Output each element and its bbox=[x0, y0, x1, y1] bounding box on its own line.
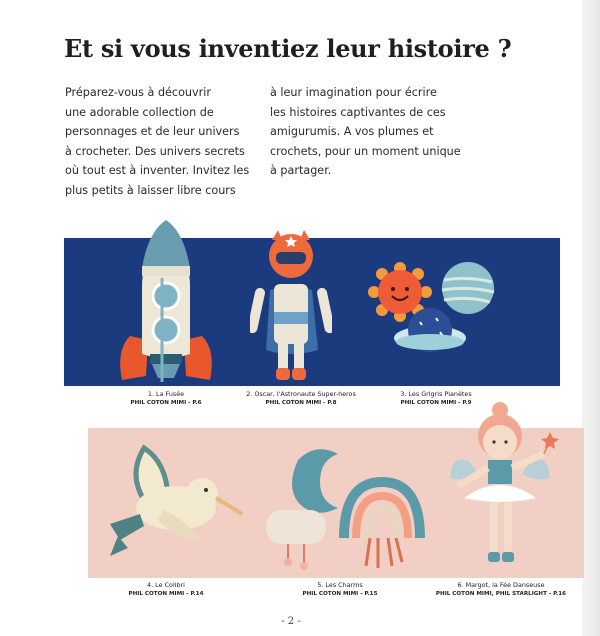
charms-amigurumi-photo bbox=[258, 442, 426, 570]
intro-line: crochets, pour un moment unique bbox=[270, 144, 461, 158]
intro-line: à leur imagination pour écrire bbox=[270, 86, 437, 99]
caption-oscar bbox=[226, 390, 376, 407]
caption-title: 3. Les Grigris Planètes bbox=[400, 390, 472, 398]
caption-planetes bbox=[376, 390, 496, 407]
caption-margot bbox=[420, 581, 582, 598]
intro-line: Préparez-vous à découvrir bbox=[65, 86, 211, 99]
intro-line: personnages et de leur univers bbox=[65, 125, 240, 139]
caption-subtitle: PHIL COTON MIMI - P.15 bbox=[302, 590, 378, 597]
caption-title: 6. Margot, la Fée Danseuse bbox=[457, 581, 545, 589]
intro-line: les histoires captivantes de ces bbox=[270, 105, 446, 119]
caption-title: 4. Le Colibri bbox=[147, 581, 185, 589]
caption-subtitle: PHIL COTON MIMI - P.8 bbox=[265, 399, 337, 406]
intro-line: amigurumis. A vos plumes et bbox=[270, 125, 434, 139]
caption-title: 2. Oscar, l'Astronaute Super-heros bbox=[246, 390, 356, 398]
intro-line: où tout est à inventer. Invitez les bbox=[65, 164, 250, 178]
caption-subtitle: PHIL COTON MIMI - P.9 bbox=[400, 399, 472, 406]
intro-line: plus petits à laisser libre cours bbox=[65, 183, 236, 197]
caption-title: 5. Les Charms bbox=[317, 581, 363, 589]
caption-title: 1. La Fusée bbox=[147, 390, 185, 398]
intro-line: une adorable collection de bbox=[65, 105, 214, 119]
caption-subtitle: PHIL COTON MIMI - P.14 bbox=[128, 590, 204, 597]
fairy-amigurumi-photo bbox=[444, 402, 566, 574]
page-heading: Et si vous inventiez leur histoire ? bbox=[64, 34, 512, 63]
caption-fusee bbox=[106, 390, 226, 407]
caption-colibri bbox=[106, 581, 226, 598]
rocket-amigurumi-photo bbox=[112, 216, 220, 384]
caption-subtitle: PHIL COTON MIMI - P.6 bbox=[130, 399, 202, 406]
intro-line: à partager. bbox=[270, 164, 332, 178]
caption-subtitle: PHIL COTON MIMI, PHIL STARLIGHT - P.16 bbox=[435, 590, 567, 597]
intro-line: à crocheter. Des univers secrets bbox=[65, 144, 245, 158]
page-edge-shadow bbox=[582, 0, 600, 636]
hummingbird-amigurumi-photo bbox=[104, 444, 244, 562]
planets-amigurumi-photo bbox=[366, 258, 502, 358]
astronaut-amigurumi-photo bbox=[250, 226, 332, 386]
intro-column-1 bbox=[65, 83, 255, 201]
page-number: - 2 - bbox=[281, 616, 301, 627]
caption-charms bbox=[280, 581, 400, 598]
intro-column-2 bbox=[270, 83, 470, 181]
